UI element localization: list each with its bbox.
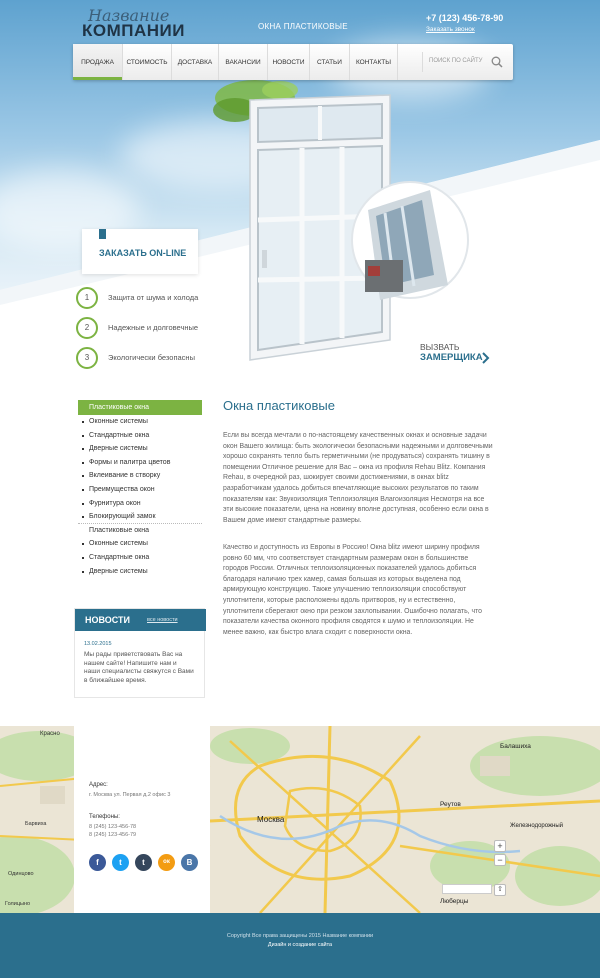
- sidebar-item[interactable]: [78, 551, 202, 565]
- bullet-icon: [82, 448, 84, 450]
- sidebar-item-label: Дверные системы: [89, 567, 148, 575]
- bullet-icon: [82, 516, 84, 518]
- sidebar-item[interactable]: [78, 524, 202, 538]
- page-title: Окна пластиковые: [223, 398, 335, 413]
- odnoklassniki-icon[interactable]: ок: [158, 854, 175, 871]
- sidebar-item-label: Стандартные окна: [89, 431, 150, 439]
- map-zoom-out-button[interactable]: −: [494, 854, 506, 866]
- order-callback-link[interactable]: Заказать звонок: [426, 26, 475, 33]
- chevron-right-icon[interactable]: [480, 352, 490, 364]
- contact-card: [74, 726, 210, 913]
- map-label: Одинцово: [8, 871, 34, 877]
- bullet-icon: [82, 503, 84, 505]
- main-navigation: [73, 44, 513, 80]
- bullet-icon: [82, 571, 84, 573]
- map-label: Люберцы: [440, 898, 469, 905]
- map-label: Москва: [257, 815, 285, 824]
- sidebar-item[interactable]: [78, 565, 202, 579]
- footer: [0, 913, 600, 978]
- plastic-window-image: [180, 80, 480, 375]
- sidebar-item-label: Оконные системы: [89, 418, 148, 425]
- feature-number: 1: [76, 287, 98, 309]
- nav-item-sales[interactable]: ПРОДАЖА: [73, 44, 123, 80]
- news-widget: [74, 608, 205, 698]
- sidebar-item[interactable]: [78, 537, 202, 551]
- sidebar-item-label: Блокирующий замок: [89, 513, 156, 521]
- nav-item-delivery[interactable]: ДОСТАВКА: [172, 44, 219, 80]
- sidebar-item-active[interactable]: Пластиковые окна: [78, 400, 202, 415]
- facebook-icon[interactable]: f: [89, 854, 106, 871]
- map-zoom-in-button[interactable]: +: [494, 840, 506, 852]
- call-measurer-link[interactable]: ЗАМЕРЩИКА: [420, 352, 483, 363]
- order-online-button[interactable]: [82, 229, 198, 274]
- nav-item-vacancies[interactable]: ВАКАНСИИ: [219, 44, 268, 80]
- nav-item-articles[interactable]: СТАТЬИ: [310, 44, 350, 80]
- sidebar-item[interactable]: [78, 497, 202, 511]
- map-pan-button[interactable]: ⇧: [494, 884, 506, 896]
- bullet-icon: [82, 543, 84, 545]
- nav-item-news[interactable]: НОВОСТИ: [268, 44, 310, 80]
- sidebar-item-label: Преимущества окон: [89, 485, 155, 493]
- content-paragraph: Качество и доступность из Европы в Россию! Окна blitz имеют ширину профиля ровно 60 мм, что соответствует стандартным размерам окон в большинстве городов России. Отличных теплоизоляционных показателей удалось добиться благодаря наличию трех камер, самая большая из которых выделена под армирующую конструкцию. Также улучшению теплоизоляции способствуют уплотнители, которые расположены вдоль притворов, ну и естественно, уплотнители сберегают окно при резком захлопывании. Ошибочно полагать, что показатели качества оконного профиля сводятся к шумо и теплоизоляции. Не менее важно, как быстро влага сходит с поверхности окна.: [223, 544, 482, 636]
- header-tagline: ОКНА ПЛАСТИКОВЫЕ: [258, 22, 348, 31]
- sidebar-item-label: Оконные системы: [89, 540, 148, 548]
- feature-number: 2: [76, 317, 98, 339]
- sidebar-item[interactable]: [78, 469, 202, 483]
- sidebar-item[interactable]: [78, 510, 202, 524]
- nav-item-price[interactable]: СТОИМОСТЬ: [123, 44, 172, 80]
- sidebar-item[interactable]: [78, 415, 202, 429]
- news-text: Мы рады приветствовать Вас на нашем сайте! Напишите нам и наши специалисты свяжутся с Вами в ближайшее время.: [84, 651, 194, 684]
- map-label: Голицыно: [5, 901, 31, 907]
- news-date: 13.02.2015: [84, 641, 112, 647]
- call-measurer-small[interactable]: ВЫЗВАТЬ: [420, 342, 460, 352]
- feature-text: Надежные и долговечные: [108, 323, 199, 332]
- content-paragraph: Если вы всегда мечтали о по-настоящему качественных окнах и основные задачи окон Вашего жилища: быть экологически безопасными надежными и долговечными хорошо сохранять тепло быть герметичными (не продуваться) сохранять тишину в помещении Отличное решение для Вас – окна из профиля Rehau Blitz. Компания Rehau, в очередной раз, шокирует своими достижениями, в окнах blitz разработчикам удалось добиться впечатляющие высоких результатов по таким показателям как: Звукоизоляция Теплоизоляция Влагоизоляция Несмотря на все эти высокие показатели, цена на новинку вполне доступная, особенно если окна в Вашем доме имеют стандартные размеры.: [223, 432, 493, 524]
- footer-copyright: Copyright Все права защищены 2015 Название компании: [226, 933, 374, 939]
- sidebar-item-label: Формы и палитра цветов: [89, 458, 171, 466]
- bullet-icon: [82, 421, 84, 423]
- sidebar-item[interactable]: [78, 442, 202, 456]
- search-input[interactable]: [422, 52, 506, 72]
- sidebar-item-label: Пластиковые окна: [89, 526, 149, 534]
- address-label: Адрес:: [89, 782, 108, 788]
- map-label: Красно: [40, 731, 60, 737]
- vk-icon[interactable]: В: [181, 854, 198, 871]
- sidebar-item-label: Вклеивание в створку: [89, 472, 161, 480]
- map-label: Балашиха: [500, 743, 531, 750]
- footer-credits[interactable]: Дизайн и создание сайта: [267, 942, 333, 948]
- sidebar-item-label: Фурнитура окон: [89, 499, 141, 507]
- all-news-link[interactable]: все новости: [147, 617, 178, 623]
- order-box-accent: [99, 229, 106, 239]
- map-label: Реутов: [440, 801, 461, 808]
- bullet-icon: [82, 462, 84, 464]
- header-phone: +7 (123) 456-78-90: [426, 13, 504, 23]
- sidebar-menu: [78, 400, 202, 578]
- sidebar-item[interactable]: [78, 429, 202, 443]
- twitter-icon[interactable]: t: [112, 854, 129, 871]
- feature-text: Экологически безопасны: [108, 353, 195, 362]
- phones-label: Телефоны:: [89, 814, 120, 820]
- bullet-icon: [82, 435, 84, 437]
- nav-item-contacts[interactable]: КОНТАКТЫ: [350, 44, 398, 80]
- map-label: Барвиха: [25, 821, 47, 827]
- hero-banner: [0, 0, 600, 385]
- map-layer-switcher[interactable]: [442, 884, 492, 894]
- sidebar-item-label: Дверные системы: [89, 445, 148, 453]
- logo-company-name[interactable]: КОМПАНИИ: [82, 21, 185, 40]
- bullet-icon: [82, 557, 84, 559]
- order-online-label: ЗАКАЗАТЬ ON-LINE: [99, 248, 187, 258]
- sidebar-item[interactable]: [78, 456, 202, 470]
- bullet-icon: [82, 475, 84, 477]
- phone-value: 8 (245) 123-456-79: [89, 832, 137, 838]
- address-value: г. Москва ул. Первая д.2 офис 3: [89, 792, 171, 798]
- news-title: НОВОСТИ: [85, 615, 131, 625]
- map-label: Железнодорожный: [510, 823, 564, 829]
- phone-value: 8 (245) 123-456-78: [89, 824, 137, 830]
- logo-script-text[interactable]: Название: [88, 6, 170, 25]
- feature-text: Защита от шума и холода: [108, 293, 199, 302]
- search-placeholder: ПОИСК ПО САЙТУ: [429, 58, 483, 64]
- bullet-icon: [82, 489, 84, 491]
- sidebar-item-label: Стандартные окна: [89, 553, 150, 561]
- tumblr-icon[interactable]: t: [135, 854, 152, 871]
- feature-number: 3: [76, 347, 98, 369]
- sidebar-item[interactable]: [78, 483, 202, 497]
- search-icon[interactable]: [490, 55, 504, 69]
